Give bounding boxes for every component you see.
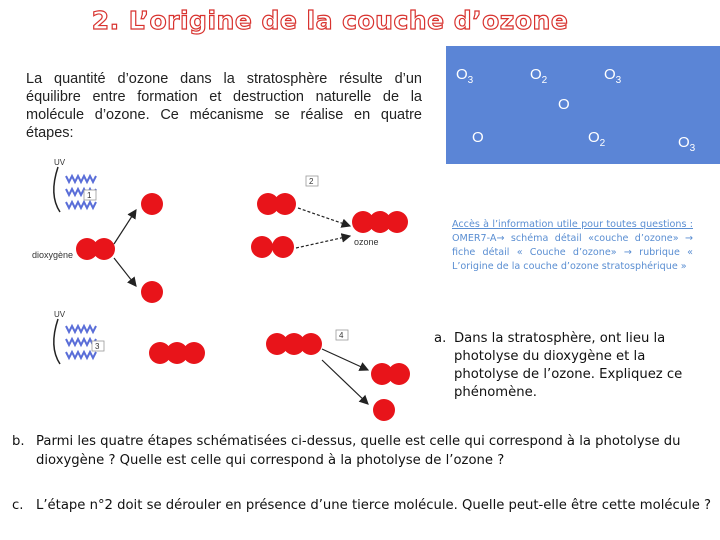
- info-access-heading: Accès à l’information utile pour toutes questions :: [452, 219, 693, 230]
- dioxygen-label: dioxygène: [32, 250, 74, 260]
- o2-molecule-step4: [371, 363, 410, 385]
- intro-paragraph: La quantité d’ozone dans la stratosphère résulte d’un équilibre entre formation et destruction naturelle de la molécule d’ozone. Ce mécanisme se réalise en quatre étapes:: [26, 71, 422, 141]
- question-a-label: a.: [434, 331, 447, 346]
- ozone-molecule-step4: [266, 333, 322, 355]
- o-atom-2: [141, 281, 163, 303]
- question-c-label: c.: [12, 498, 24, 513]
- species-o2-a: $O_2$: [530, 66, 548, 86]
- species-o3-b: $O_3$: [604, 66, 622, 86]
- question-b: [12, 432, 712, 470]
- arrow-step2-bottom: [296, 236, 350, 248]
- ozone-molecule-step3: [149, 342, 205, 364]
- o-atom-1: [141, 193, 163, 215]
- step-3-label: 3: [95, 342, 100, 351]
- question-c-text: L’étape n°2 doit se dérouler en présence d’une tierce molécule. Quelle peut-elle être cette molécule ?: [36, 498, 712, 513]
- o2-molecule-step2b: [251, 236, 273, 258]
- species-o3-c: $O_3$: [678, 134, 696, 154]
- uv-waves-bottom: [66, 326, 96, 358]
- info-access-path: OMER7-A→ schéma détail «couche d’ozone» → fiche détail « Couche d’ozone» → rubrique « L’origine de la couche d’ozone stratosphérique »: [452, 233, 693, 272]
- species-o2-b: $O_2$: [588, 129, 606, 149]
- step-4-label: 4: [339, 331, 344, 340]
- arrow-step2-top: [298, 208, 350, 226]
- species-o3-a: $O_3$: [456, 66, 474, 86]
- question-b-label: b.: [12, 434, 25, 449]
- species-o-a: O: [558, 96, 570, 113]
- species-o-b: O: [472, 129, 484, 146]
- question-a-text: Dans la stratosphère, ont lieu la photolyse du dioxygène et la photolyse de l’ozone. Expliquez ce phénomène.: [454, 331, 683, 400]
- uv-label-top: UV: [54, 158, 66, 167]
- question-b-text: Parmi les quatre étapes schématisées ci-dessus, quelle est celle qui correspond à la photolyse du dioxygène ? Quelle est celle qui correspond à la photolyse de l’ozone ?: [36, 434, 681, 468]
- step-2-label: 2: [309, 177, 314, 186]
- o2-molecule-step1: [76, 238, 115, 260]
- o-atom-step2: [272, 236, 294, 258]
- page-title: 2. L’origine de la couche d’ozone: [91, 6, 569, 35]
- uv-label-bottom: UV: [54, 310, 66, 319]
- ozone-label: ozone: [354, 237, 379, 247]
- question-c: [12, 496, 712, 515]
- arrow-step1-down: [114, 258, 136, 286]
- step-1-label: 1: [87, 191, 92, 200]
- uv-bracket-top: [54, 167, 60, 212]
- uv-bracket-bottom: [54, 319, 60, 364]
- arrow-step1-up: [114, 210, 136, 244]
- question-a: [434, 330, 696, 402]
- o-atom-step4: [373, 399, 395, 421]
- ozone-molecule: [352, 211, 408, 233]
- o2-molecule-step2: [257, 193, 296, 215]
- info-access-note: [452, 218, 693, 274]
